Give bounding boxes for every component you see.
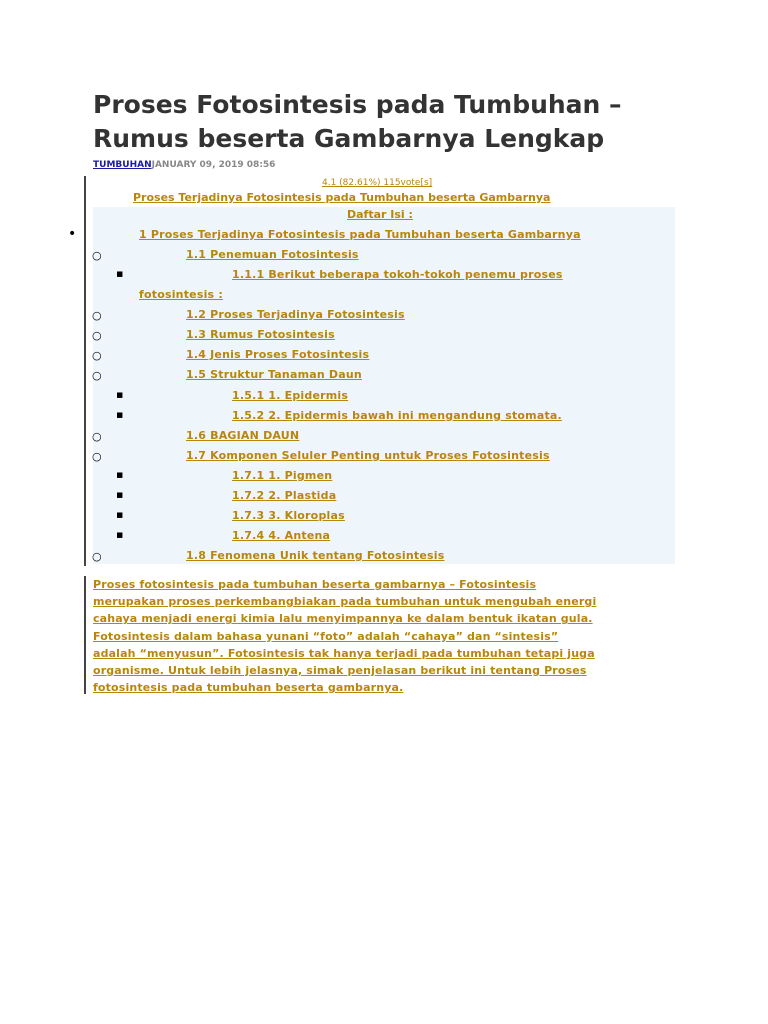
bullet-circle: ○ [92,349,102,362]
rating-link[interactable]: 4.1 (82.61%) 115vote[s] [322,178,433,188]
bullet-square: ▪ [116,468,124,481]
toc-link[interactable]: 1.7.4 4. Antena [232,529,331,542]
intro-line: organisme. Untuk lebih jelasnya, simak penjelasan berikut ini tentang Proses [93,664,587,678]
intro-line: Fotosintesis dalam bahasa yunani “foto” adalah “cahaya” dan “sintesis” [93,629,559,643]
bullet-circle: ○ [92,249,102,262]
toc-link[interactable]: 1.7.1 1. Pigmen [232,469,333,482]
intro-line: adalah “menyusun”. Fotosintesis tak hanya terjadi pada tumbuhan tetapi juga [93,646,595,660]
toc-box [93,207,675,564]
bullet-square: ▪ [116,408,124,421]
toc-link[interactable]: 1.7.2 2. Plastida [232,489,337,502]
category-link[interactable]: TUMBUHAN [93,160,152,170]
bullet-square: ▪ [116,488,124,501]
toc-link[interactable]: 1 Proses Terjadinya Fotosintesis pada Tumbuhan beserta Gambarnya [139,228,581,241]
intro-left-rule [84,576,86,694]
toc-link[interactable]: 1.5.2 2. Epidermis bawah ini mengandung stomata. [232,409,562,422]
intro-line: merupakan proses perkembangbiakan pada tumbuhan untuk mengubah energi [93,595,597,609]
toc-link[interactable]: 1.4 Jenis Proses Fotosintesis [186,348,370,361]
toc-link[interactable]: fotosintesis : [139,288,223,301]
bullet-square: ▪ [116,528,124,541]
intro-paragraph[interactable] [93,576,678,696]
bullet-square: ▪ [116,508,124,521]
toc-link[interactable]: 1.3 Rumus Fotosintesis [186,328,335,341]
toc-link[interactable]: 1.1.1 Berikut beberapa tokoh-tokoh penemu proses [232,268,563,281]
toc-link[interactable]: 1.7.3 3. Kloroplas [232,509,345,522]
toc-heading[interactable]: Proses Terjadinya Fotosintesis pada Tumbuhan beserta Gambarnya [133,191,551,204]
bullet-square: ▪ [116,388,124,401]
article-meta [93,160,275,170]
post-date: JANUARY 09, 2019 08:56 [151,160,276,170]
toc-link[interactable]: 1.8 Fenomena Unik tentang Fotosintesis [186,549,445,562]
bullet-circle: ○ [92,450,102,463]
toc-link[interactable]: 1.1 Penemuan Fotosintesis [186,248,359,261]
toc-link[interactable]: 1.5 Struktur Tanaman Daun [186,368,362,381]
bullet-disc: • [68,226,77,242]
bullet-circle: ○ [92,329,102,342]
intro-line: cahaya menjadi energi kimia lalu menyimpannya ke dalam bentuk ikatan gula. [93,612,593,626]
toc-left-rule [84,176,86,566]
toc-link[interactable]: 1.7 Komponen Seluler Penting untuk Proses Fotosintesis [186,449,550,462]
bullet-circle: ○ [92,430,102,443]
bullet-circle: ○ [92,550,102,563]
toc-label: Daftar Isi : [347,208,413,221]
bullet-circle: ○ [92,309,102,322]
toc-link[interactable]: 1.2 Proses Terjadinya Fotosintesis [186,308,405,321]
bullet-square: ▪ [116,267,124,280]
article-title-line-2: Rumus beserta Gambarnya Lengkap [93,124,605,153]
intro-line: Proses fotosintesis pada tumbuhan beserta gambarnya – Fotosintesis [93,578,537,591]
bullet-circle: ○ [92,369,102,382]
toc-link[interactable]: 1.6 BAGIAN DAUN [186,429,300,442]
article-title-line-1: Proses Fotosintesis pada Tumbuhan – [93,90,622,119]
intro-line: fotosintesis pada tumbuhan beserta gambarnya. [93,681,404,695]
article-title [93,88,713,156]
toc-link[interactable]: 1.5.1 1. Epidermis [232,389,349,402]
